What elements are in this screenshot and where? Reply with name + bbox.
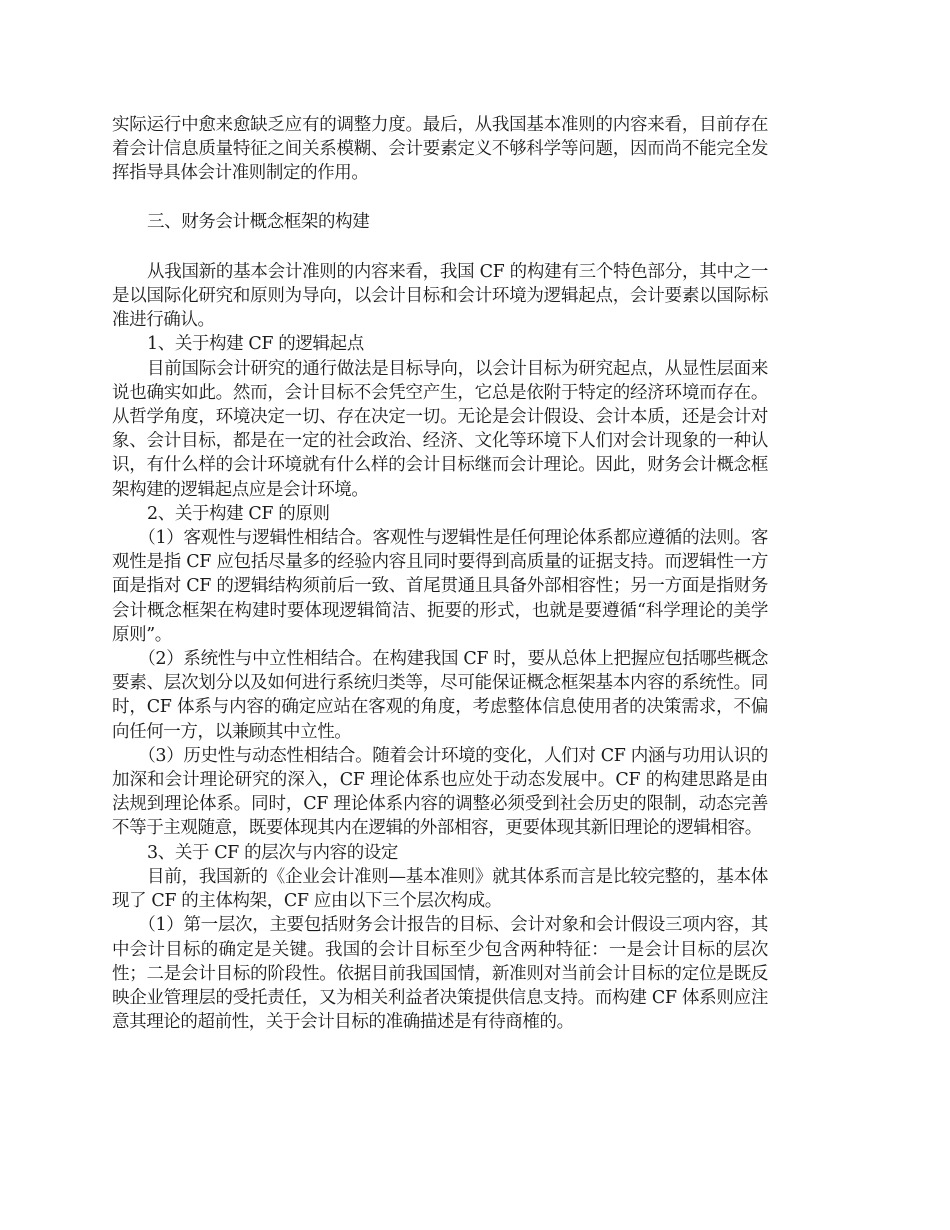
paragraph-principle-1: （1）客观性与逻辑性相结合。客观性与逻辑性是任何理论体系都应遵循的法则。客观性是指 CF 应包括尽量多的经验内容且同时要得到高质量的证据支持。而逻辑性一方面是指对 CF 的逻辑结构须前后一致、首尾贯通且具备外部相容性；另一方面是指财务会计概念框架在构建时要体现逻辑简洁、扼要的形式，也就是要遵循“科学理论的美学原则”。 (112, 528, 768, 645)
section-heading: 三、财务会计概念框架的构建 (147, 211, 370, 232)
paragraph-overview: 从我国新的基本会计准则的内容来看，我国 CF 的构建有三个特色部分，其中之一是以国际化研究和原则为导向，以会计目标和会计环境为逻辑起点，会计要素以国际标准进行确认。 (112, 261, 768, 331)
paragraph-level-1: （1）第一层次，主要包括财务会计报告的目标、会计对象和会计假设三项内容，其中会计目标的确定是关键。我国的会计目标至少包含两种特征：一是会计目标的层次性；二是会计目标的阶段性。依据目前我国国情，新准则对当前会计目标的定位是既反映企业管理层的受托责任，又为相关利益者决策提供信息支持。而构建 CF 体系则应注意其理论的超前性，关于会计目标的准确描述是有待商榷的。 (112, 915, 768, 1033)
subheading-levels: 3、关于 CF 的层次与内容的设定 (147, 842, 398, 863)
subheading-logic-start: 1、关于构建 CF 的逻辑起点 (147, 334, 364, 355)
paragraph-principle-3: （3）历史性与动态性相结合。随着会计环境的变化，人们对 CF 内涵与功用认识的加深和会计理论研究的深入，CF 理论体系也应处于动态发展中。CF 的构建思路是由法规到理论体系。同时，CF 理论体系内容的调整必须受到社会历史的限制，动态完善不等于主观随意，既要体现其内在逻辑的外部相容，更要体现其新旧理论的逻辑相容。 (112, 745, 768, 839)
paragraph-levels: 目前，我国新的《企业会计准则—基本准则》就其体系而言是比较完整的，基本体现了 CF 的主体构架，CF 应由以下三个层次构成。 (112, 866, 768, 912)
paragraph-principle-2: （2）系统性与中立性相结合。在构建我国 CF 时，要从总体上把握应包括哪些概念要素、层次划分以及如何进行系统归类等，尽可能保证概念框架基本内容的系统性。同时，CF 体系与内容的确定应站在客观的角度，考虑整体信息使用者的决策需求，不偏向任何一方，以兼顾其中立性。 (112, 649, 768, 742)
paragraph-logic-start: 目前国际会计研究的通行做法是目标导向，以会计目标为研究起点，从显性层面来说也确实如此。然而，会计目标不会凭空产生，它总是依附于特定的经济环境而存在。从哲学角度，环境决定一切、存在决定一切。无论是会计假设、会计本质，还是会计对象、会计目标，都是在一定的社会政治、经济、文化等环境下人们对会计现象的一种认识，有什么样的会计环境就有什么样的会计目标继而会计理论。因此，财务会计概念框架构建的逻辑起点应是会计环境。 (112, 358, 768, 500)
document-page (112, 113, 768, 1034)
spacer (112, 186, 768, 210)
spacer (112, 234, 768, 260)
paragraph-intro: 实际运行中愈来愈缺乏应有的调整力度。最后，从我国基本准则的内容来看，目前存在着会计信息质量特征之间关系模糊、会计要素定义不够科学等问题，因而尚不能完全发挥指导具体会计准则制定的作用。 (112, 115, 768, 184)
subheading-principles: 2、关于构建 CF 的原则 (147, 503, 330, 524)
